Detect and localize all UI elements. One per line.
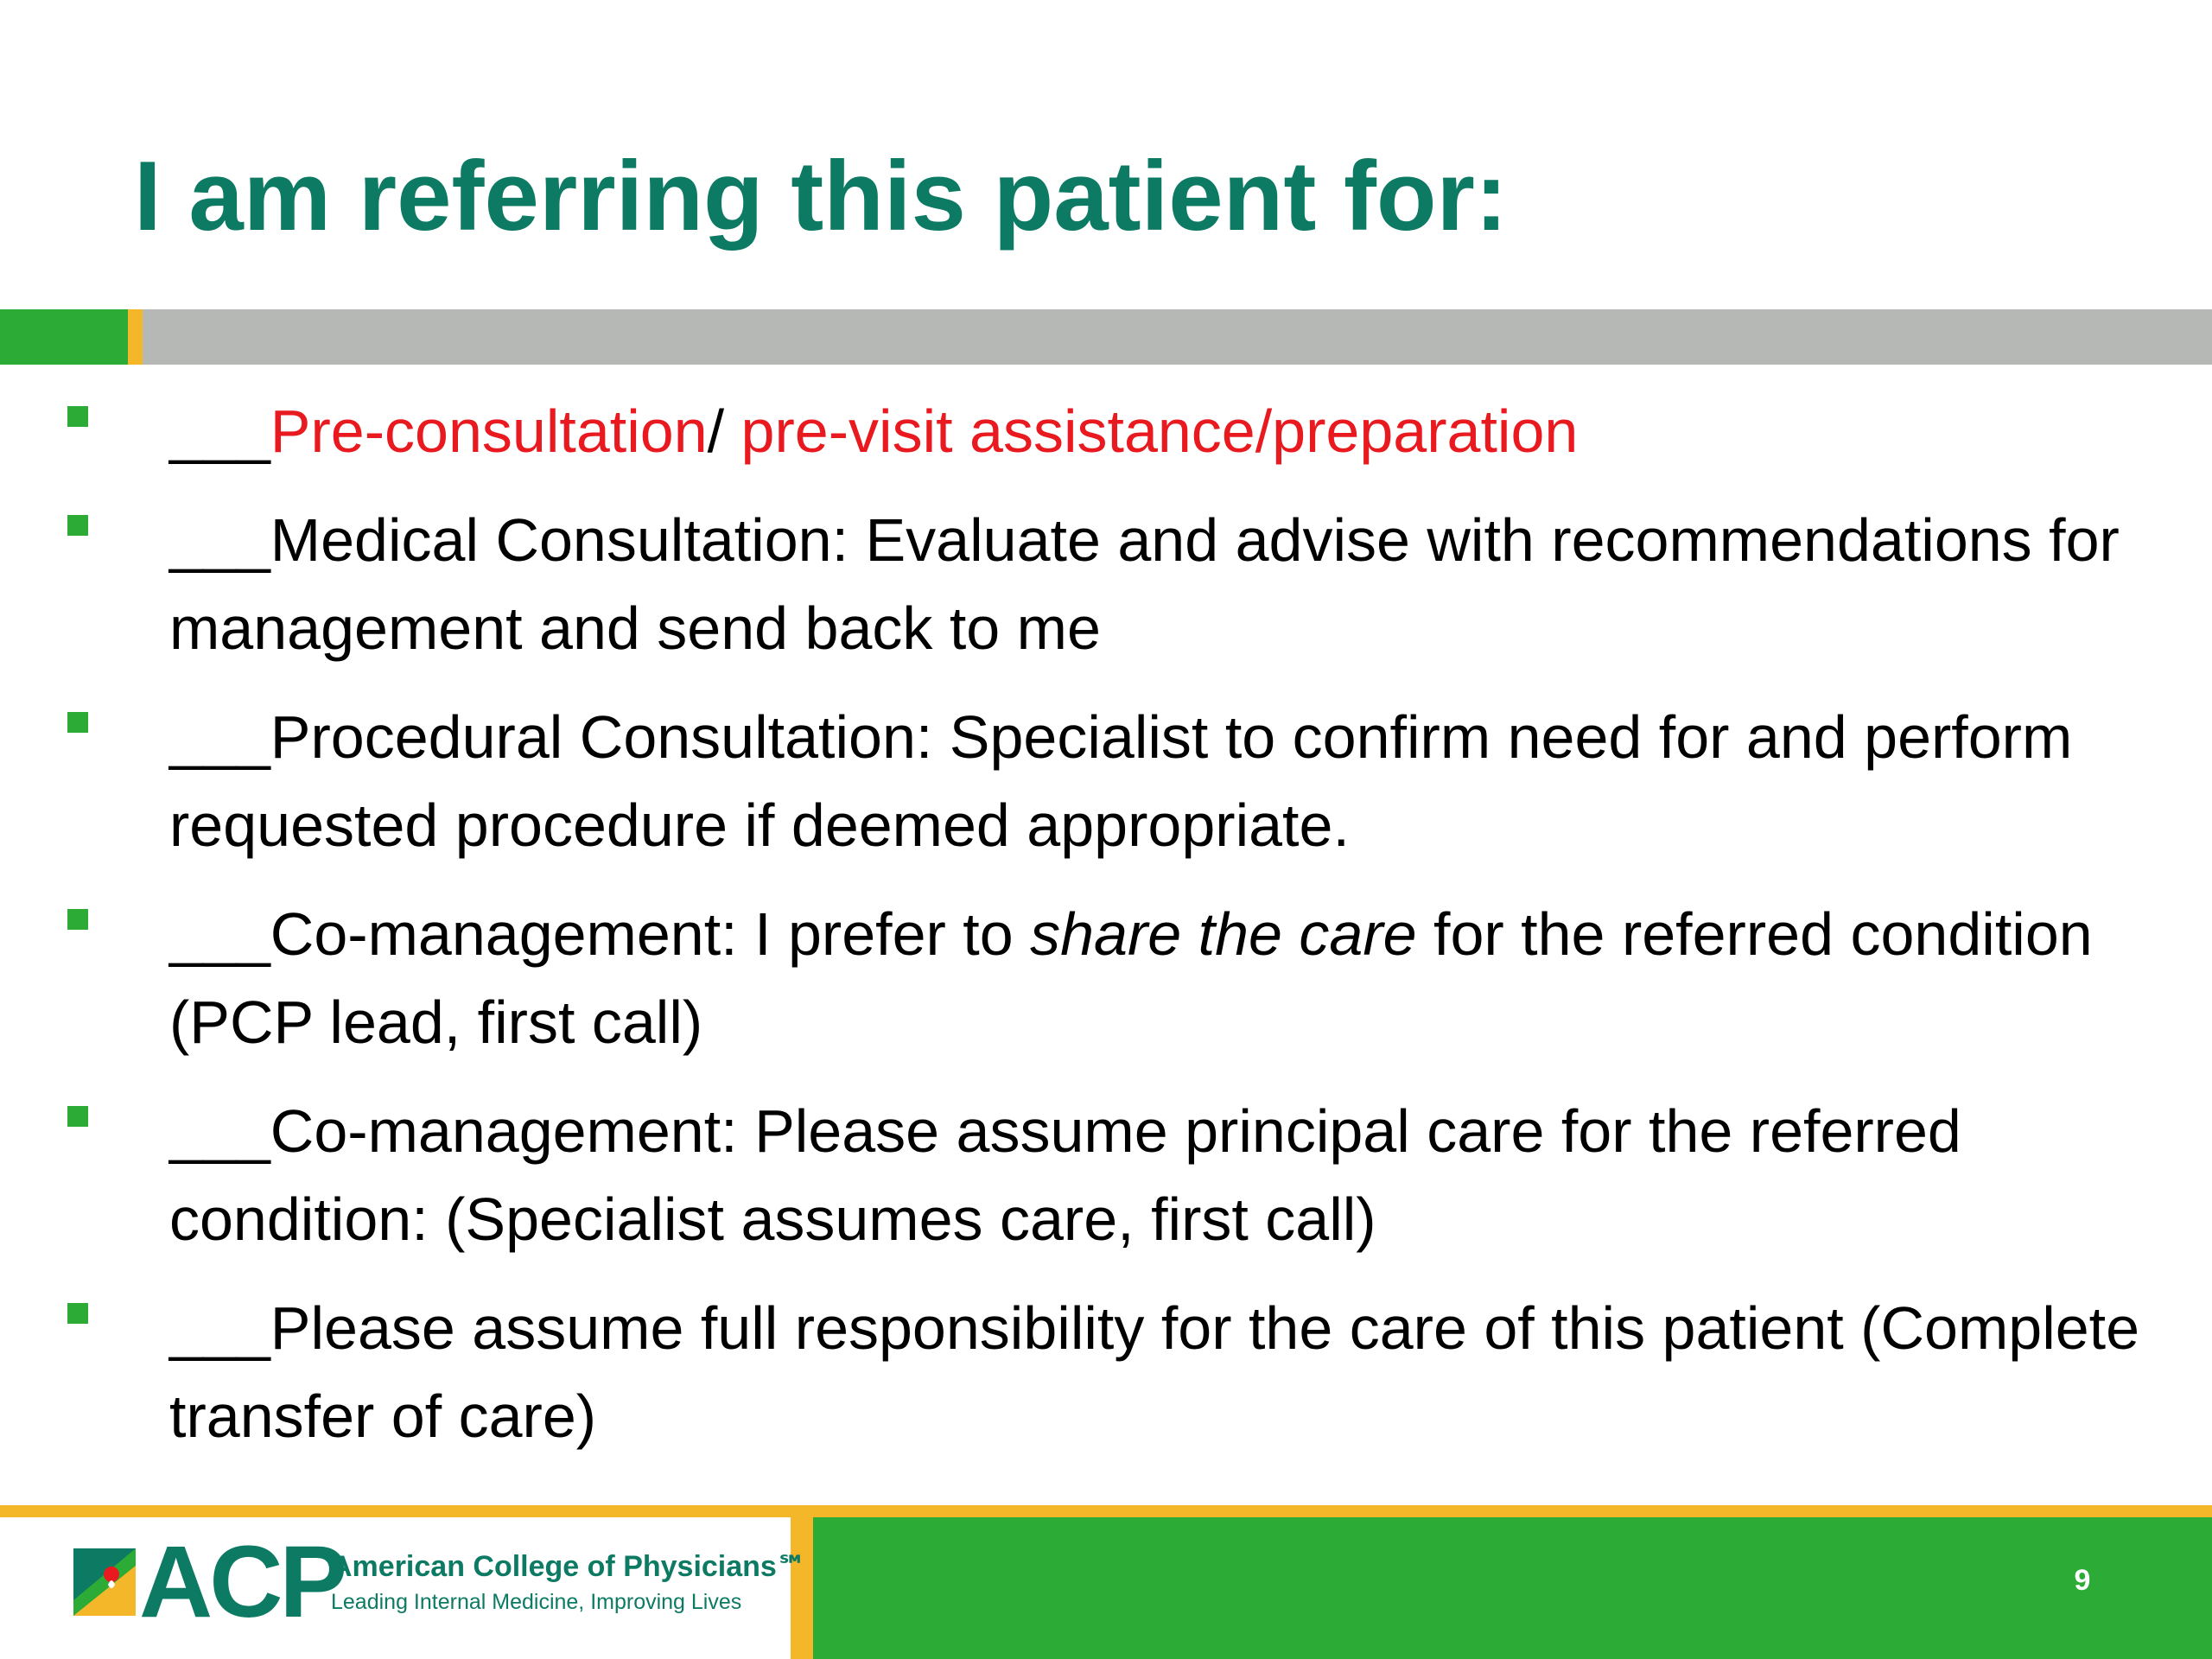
footer-green-panel bbox=[813, 1517, 2212, 1659]
blank-line: ___ bbox=[169, 900, 270, 968]
logo-acronym: ACP bbox=[139, 1525, 345, 1639]
bullet-square-icon bbox=[67, 515, 88, 536]
acp-emblem-icon bbox=[73, 1548, 136, 1616]
bullet-square-icon bbox=[67, 1106, 88, 1127]
bullet-square-icon bbox=[67, 712, 88, 733]
option-emphasis: share the care bbox=[1030, 900, 1417, 968]
option-text: Co-management: I prefer to bbox=[270, 900, 1031, 968]
blank-line: ___ bbox=[169, 1294, 270, 1362]
bullet-square-icon bbox=[67, 1303, 88, 1324]
referral-option-full-transfer bbox=[0, 1284, 2212, 1460]
referral-option-preconsultation bbox=[0, 387, 2212, 475]
referral-option-comanagement-principal bbox=[0, 1087, 2212, 1263]
option-text: Please assume full responsibility for the care of this patient (Complete transfer of care) bbox=[169, 1294, 2140, 1450]
bullet-square-icon bbox=[67, 909, 88, 930]
blank-line: ___ bbox=[169, 506, 270, 574]
option-text: Co-management: Please assume principal care for the referred condition: (Specialist assumes care, first call) bbox=[169, 1097, 1961, 1253]
separator: / bbox=[707, 397, 741, 465]
option-text: Medical Consultation: Evaluate and advise with recommendations for management and send back to me bbox=[169, 506, 2120, 662]
blank-line: ___ bbox=[169, 397, 270, 465]
referral-option-procedural-consultation bbox=[0, 693, 2212, 869]
slide-title: I am referring this patient for: bbox=[134, 142, 1508, 251]
divider-green-block bbox=[0, 309, 128, 365]
referral-option-medical-consultation bbox=[0, 496, 2212, 672]
referral-options-list bbox=[0, 387, 2212, 1481]
blank-line: ___ bbox=[169, 703, 270, 771]
option-text: Procedural Consultation: Specialist to confirm need for and perform requested procedure if deemed appropriate. bbox=[169, 703, 2073, 859]
divider-gold-stripe bbox=[128, 309, 143, 365]
option-text-continued: for the referred condition (PCP lead, first call) bbox=[169, 900, 2093, 1056]
footer-gold-line bbox=[0, 1505, 2212, 1517]
divider-gray-bar bbox=[143, 309, 2212, 365]
blank-line: ___ bbox=[169, 1097, 270, 1165]
bullet-square-icon bbox=[67, 406, 88, 427]
logo-organization-name: American College of Physicians℠ bbox=[331, 1550, 807, 1583]
logo-tagline: Leading Internal Medicine, Improving Lives bbox=[331, 1590, 742, 1614]
footer-gold-separator bbox=[791, 1517, 813, 1659]
referral-option-comanagement-shared bbox=[0, 890, 2212, 1066]
option-label-previsit: pre-visit assistance/preparation bbox=[741, 397, 1579, 465]
option-label-preconsultation: Pre-consultation bbox=[270, 397, 708, 465]
page-number: 9 bbox=[2074, 1564, 2091, 1597]
title-divider-bar bbox=[0, 309, 2212, 365]
acp-logo bbox=[73, 1525, 807, 1639]
